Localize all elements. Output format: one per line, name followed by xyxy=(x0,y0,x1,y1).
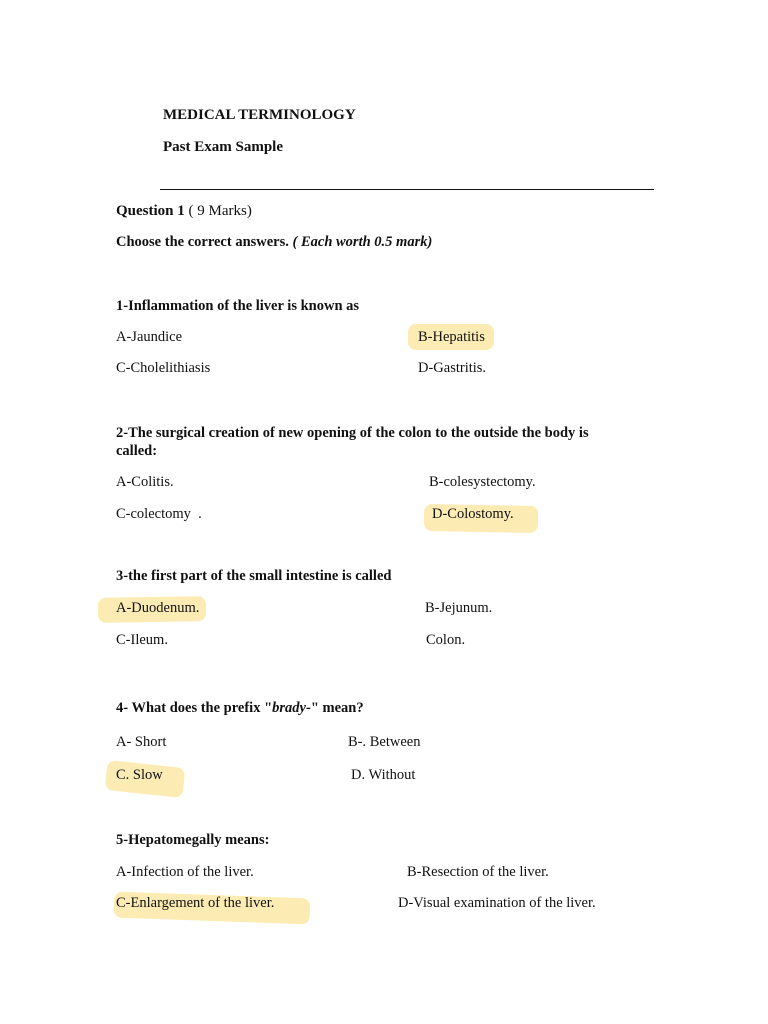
header-divider xyxy=(160,189,654,190)
question-instruction xyxy=(116,233,432,251)
q4-option-a: A- Short xyxy=(116,734,167,750)
q2-option-d: D-Colostomy. xyxy=(432,506,514,522)
q3-option-a: A-Duodenum. xyxy=(116,600,200,616)
q3-option-d: Colon. xyxy=(426,632,466,648)
question-3-stem: 3-the first part of the small intestine is called xyxy=(116,568,392,584)
q1-option-b: B-Hepatitis xyxy=(418,329,485,345)
q4-option-b: B-. Between xyxy=(348,734,421,750)
instruction-note: ( Each worth 0.5 mark) xyxy=(292,234,433,250)
page-subtitle: Past Exam Sample xyxy=(163,139,283,155)
question-1-stem: 1-Inflammation of the liver is known as xyxy=(116,298,360,314)
question-heading xyxy=(116,202,252,220)
q5-option-d: D-Visual examination of the liver. xyxy=(398,895,596,911)
question-2-stem-line1: 2-The surgical creation of new opening of the colon to the outside the body is xyxy=(116,425,589,441)
q4-option-d: D. Without xyxy=(351,767,416,783)
q2-option-a: A-Colitis. xyxy=(116,474,174,490)
q3-option-b: B-Jejunum. xyxy=(425,600,493,616)
q1-option-d: D-Gastritis. xyxy=(418,360,487,376)
q5-option-c: C-Enlargement of the liver. xyxy=(116,895,275,911)
q5-option-b: B-Resection of the liver. xyxy=(407,864,549,880)
question-label: Question 1 xyxy=(116,203,185,219)
q4-stem-post: -" mean? xyxy=(305,700,364,716)
q4-stem-pre: 4- What does the prefix " xyxy=(116,700,273,716)
q4-stem-prefix: brady xyxy=(272,700,306,716)
page-title: MEDICAL TERMINOLOGY xyxy=(163,107,356,123)
q2-option-b: B-colesystectomy. xyxy=(429,474,536,490)
q4-option-c: C. Slow xyxy=(116,767,163,783)
question-marks: ( 9 Marks) xyxy=(184,203,252,219)
q3-option-c: C-Ileum. xyxy=(116,632,168,648)
question-5-stem: 5-Hepatomegally means: xyxy=(116,832,270,848)
instruction-text: Choose the correct answers. xyxy=(116,234,293,250)
q5-option-a: A-Infection of the liver. xyxy=(116,864,254,880)
question-4-stem xyxy=(116,699,364,717)
q2-option-c: C-colectomy . xyxy=(116,506,202,522)
question-2-stem-line2: called: xyxy=(116,443,158,459)
q1-option-c: C-Cholelithiasis xyxy=(116,360,211,376)
q1-option-a: A-Jaundice xyxy=(116,329,183,345)
